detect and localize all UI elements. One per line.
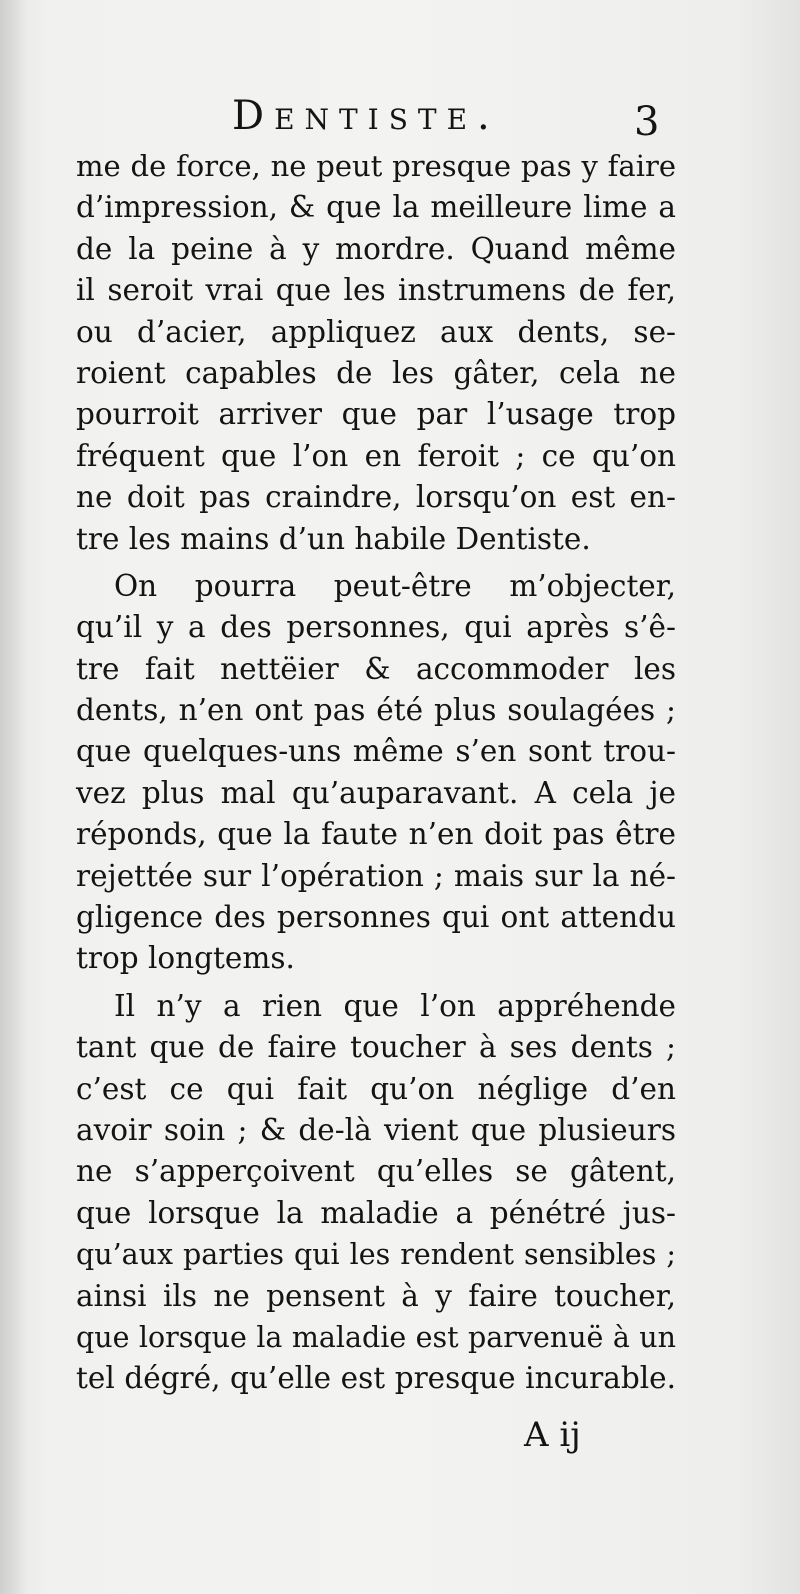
text-line: ne s’apperçoivent qu’elles se gâtent, (76, 1154, 676, 1189)
text-line: ainsi ils ne pensent à y faire toucher, (76, 1278, 676, 1313)
running-title: Dentiste. (232, 93, 500, 139)
signature-mark: A ij (524, 1415, 581, 1455)
text-line: pourroit arriver que par l’usage trop (76, 397, 676, 432)
text-line: d’impression, & que la meilleure lime a (76, 190, 676, 225)
text-line: ou d’acier, appliquez aux dents, se- (76, 314, 676, 349)
text-line: que lorsque la maladie a pénétré jus- (76, 1195, 676, 1230)
text-line: tant que de faire toucher à ses dents ; (76, 1030, 676, 1065)
text-line: ne doit pas craindre, lorsqu’on est en- (76, 480, 676, 515)
paragraph (76, 566, 676, 980)
text-line: rejettée sur l’opération ; mais sur la né- (76, 858, 676, 893)
text-line: que lorsque la maladie est parvenuë à un (76, 1320, 676, 1354)
text-line: gligence des personnes qui ont attendu (76, 900, 676, 935)
text-line: avoir soin ; & de-là vient que plusieurs (76, 1112, 676, 1147)
gutter-shadow (0, 0, 26, 1594)
text-line: roient capables de les gâter, cela ne (76, 355, 676, 390)
text-line: dents, n’en ont pas été plus soulagées ; (76, 693, 676, 728)
text-line: qu’aux parties qui les rendent sensibles ; (76, 1238, 676, 1272)
text-line: On pourra peut-être m’objecter, (114, 568, 676, 603)
text-line: réponds, que la faute n’en doit pas être (76, 817, 676, 852)
text-line: tel dégré, qu’elle est presque incurable. (76, 1361, 676, 1396)
page-number: 3 (634, 99, 660, 145)
text-line: de la peine à y mordre. Quand même (76, 231, 676, 266)
text-line: me de force, ne peut presque pas y faire (76, 149, 676, 183)
text-line: Il n’y a rien que l’on appréhende (114, 988, 676, 1023)
text-line: trop longtems. (76, 941, 295, 976)
text-line: il seroit vrai que les instrumens de fer, (76, 273, 676, 308)
text-line: tre les mains d’un habile Dentiste. (76, 521, 591, 556)
text-line: que quelques-uns même s’en sont trou- (76, 734, 676, 769)
text-line: tre fait nettëier & accommoder les (76, 651, 676, 686)
text-line: c’est ce qui fait qu’on néglige d’en (76, 1071, 676, 1106)
text-line: vez plus mal qu’auparavant. A cela je (76, 775, 676, 810)
paragraph (76, 986, 676, 1400)
paragraph (76, 146, 676, 560)
text-line: qu’il y a des personnes, qui après s’ê- (76, 610, 676, 645)
text-block (76, 146, 676, 1400)
text-line: fréquent que l’on en feroit ; ce qu’on (76, 438, 676, 473)
